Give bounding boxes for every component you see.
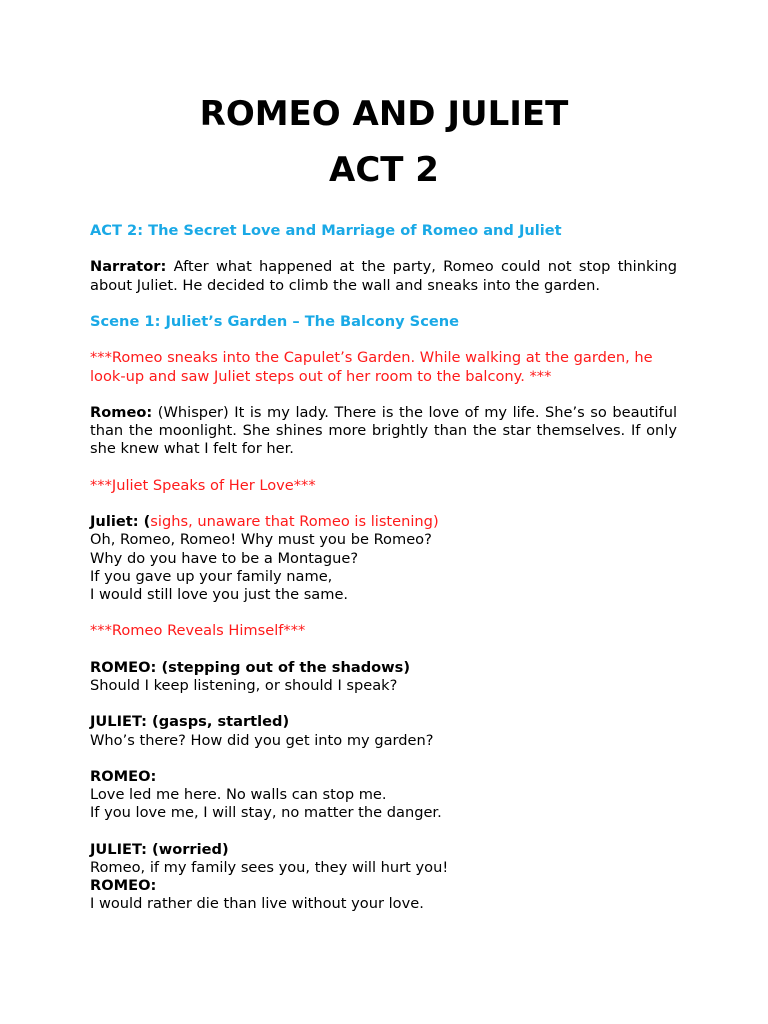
- stage-direction: ***Juliet Speaks of Her Love***: [90, 476, 316, 494]
- scene-heading: Scene 1: Juliet’s Garden – The Balcony Scene: [90, 312, 460, 330]
- romeo-speech: [90, 659, 677, 695]
- document-title: ROMEO AND JULIET: [199, 94, 569, 134]
- romeo-speaker: ROMEO:: [90, 877, 157, 895]
- juliet-speech: [90, 713, 677, 749]
- romeo-speech-text: (Whisper) It is my lady. There is the love of my life. She’s so beautiful than the moonlight. She shines more brightly than the star themselves. If only she knew what I felt for her.: [90, 403, 677, 458]
- stage-direction: ***Romeo sneaks into the Capulet’s Garden. While walking at the garden, he look-up and saw Juliet steps out of her room to the balcony. ***: [90, 349, 653, 385]
- dialogue-line: Love led me here. No walls can stop me.: [90, 786, 387, 804]
- romeo-speaker: Romeo:: [90, 403, 153, 421]
- juliet-speech: [90, 841, 677, 877]
- dialogue-line: Why do you have to be a Montague?: [90, 549, 359, 567]
- juliet-speaker: JULIET: (worried): [90, 840, 229, 858]
- script-body: [90, 222, 677, 932]
- document-subtitle: ACT 2: [329, 150, 439, 190]
- act-heading: ACT 2: The Secret Love and Marriage of Romeo and Juliet: [90, 222, 562, 239]
- dialogue-line: If you gave up your family name,: [90, 567, 333, 585]
- dialogue-line: If you love me, I will stay, no matter the danger.: [90, 804, 442, 822]
- juliet-speaker-line: [90, 513, 677, 531]
- dialogue-line: I would still love you just the same.: [90, 585, 349, 603]
- juliet-direction: sighs, unaware that Romeo is listening): [150, 513, 439, 531]
- dialogue-line: Should I keep listening, or should I speak?: [90, 676, 398, 694]
- romeo-speaker: ROMEO: (stepping out of the shadows): [90, 658, 411, 676]
- juliet-speaker: JULIET: (gasps, startled): [90, 713, 290, 731]
- narrator-text: After what happened at the party, Romeo could not stop thinking about Juliet. He decided to climb the wall and sneaks into the garden.: [90, 258, 678, 294]
- narrator-paragraph: [90, 258, 677, 294]
- romeo-speech: [90, 404, 677, 459]
- romeo-speaker: ROMEO:: [90, 767, 157, 785]
- narrator-speaker: Narrator:: [90, 258, 167, 276]
- juliet-speaker: Juliet: (: [90, 513, 151, 531]
- juliet-speech: [90, 513, 677, 604]
- romeo-speech: [90, 768, 677, 823]
- stage-direction: ***Romeo Reveals Himself***: [90, 622, 306, 640]
- dialogue-line: I would rather die than live without your love.: [90, 895, 424, 913]
- romeo-speech: [90, 877, 677, 913]
- dialogue-line: Romeo, if my family sees you, they will hurt you!: [90, 858, 449, 876]
- dialogue-line: Oh, Romeo, Romeo! Why must you be Romeo?: [90, 531, 432, 549]
- dialogue-line: Who’s there? How did you get into my garden?: [90, 731, 434, 749]
